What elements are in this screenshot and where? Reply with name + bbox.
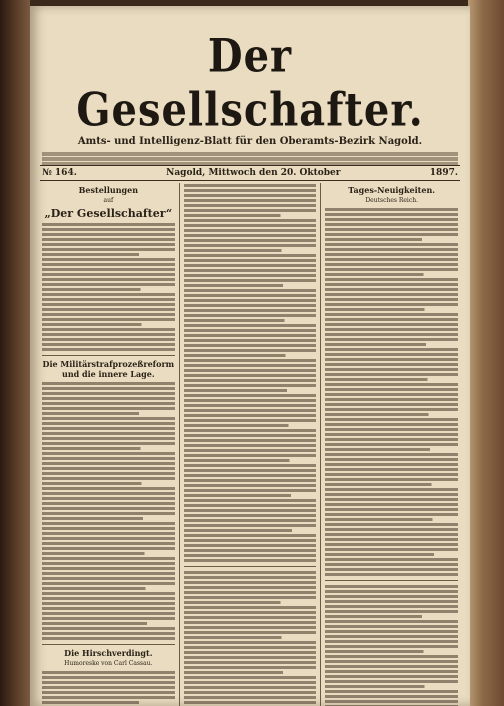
- column-right: [320, 183, 462, 706]
- issue-number: № 164.: [42, 168, 77, 178]
- header-rule: [40, 165, 460, 166]
- column-right-separator: [325, 580, 458, 581]
- subscription-fineprint: [42, 151, 458, 165]
- article-columns: [38, 183, 462, 706]
- column-right-body-1: [325, 207, 458, 577]
- text-line: [42, 347, 175, 352]
- newspaper-page: [30, 6, 470, 706]
- column-left-separator-1: [42, 355, 175, 356]
- column-left: [38, 183, 179, 706]
- masthead-title: Der Gesellschafter.: [76, 28, 424, 138]
- book-binding: [0, 0, 30, 706]
- dateline: [42, 168, 458, 178]
- column-left-heading-5-sub: Humoreske von Carl Cassau.: [64, 660, 153, 667]
- column-middle-separator: [184, 566, 317, 567]
- column-left-heading-4: Die Militärstrafprozeßreform und die innere Lage.: [42, 359, 175, 379]
- column-right-heading-2: Deutsches Reich.: [365, 197, 418, 204]
- column-left-body-2: [42, 381, 175, 641]
- page-edges: [468, 0, 504, 706]
- masthead-subtitle: Amts- und Intelligenz-Blatt für den Oberamts-Bezirk Nagold.: [77, 136, 423, 147]
- column-left-heading-3: „Der Gesellschafter“: [44, 207, 173, 220]
- fineprint-line: [42, 157, 458, 161]
- column-left-separator-2: [42, 644, 175, 645]
- column-left-body-3: [42, 670, 175, 706]
- fineprint-line: [42, 152, 458, 156]
- text-line: [42, 636, 175, 641]
- column-left-heading-2: auf: [103, 197, 114, 204]
- column-left-heading-5: Die Hirschverdingt.: [64, 648, 153, 658]
- column-right-body-2: [325, 584, 458, 706]
- text-line: [184, 558, 317, 563]
- column-left-body-1: [42, 222, 175, 352]
- column-middle: [179, 183, 321, 706]
- dateline-rule: [40, 180, 460, 181]
- issue-date: Nagold, Mittwoch den 20. Oktober: [166, 168, 341, 178]
- issue-year: 1897.: [429, 168, 458, 178]
- text-line: [325, 572, 458, 577]
- column-middle-body-1: [184, 183, 317, 563]
- column-right-heading-1: Tages-Neuigkeiten.: [348, 185, 436, 195]
- column-middle-body-2: [184, 570, 317, 706]
- column-left-heading-1: Bestellungen: [78, 185, 139, 195]
